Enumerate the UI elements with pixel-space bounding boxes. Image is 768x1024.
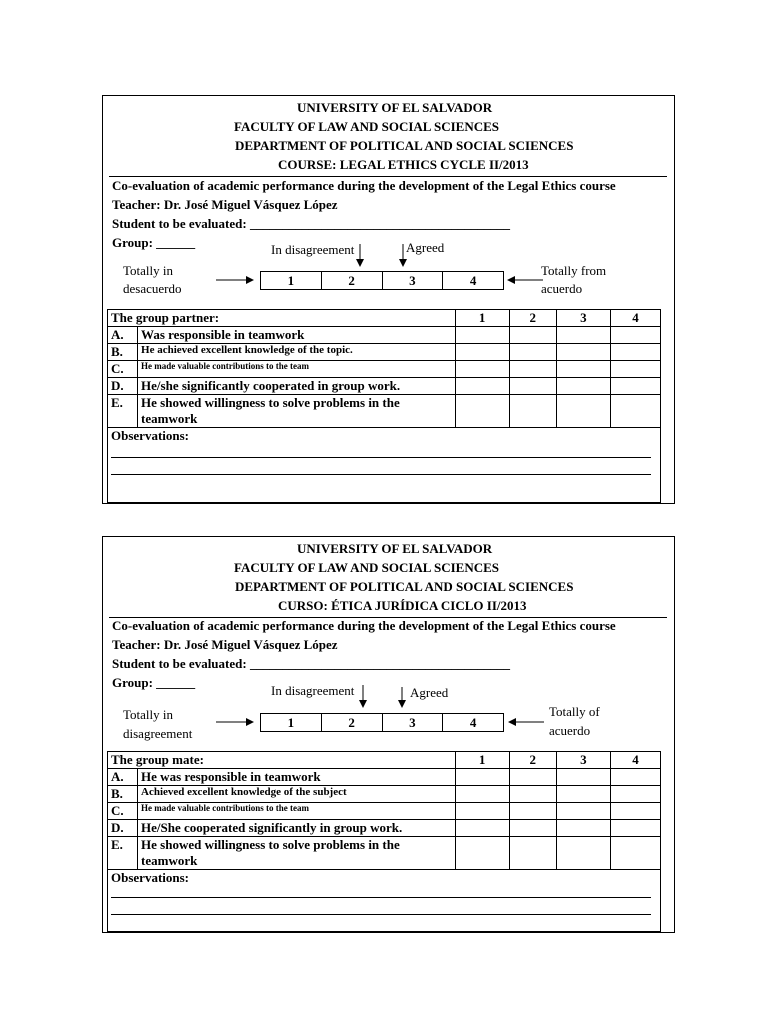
- arrow-down-icon: [397, 687, 407, 709]
- rating-cell[interactable]: [455, 378, 509, 395]
- arrow-left-icon: [507, 275, 543, 285]
- table-header-label: The group mate:: [108, 752, 456, 769]
- left-label-line2: disagreement: [123, 726, 193, 741]
- table-row: [108, 769, 661, 786]
- course-title: COURSE: LEGAL ETHICS CYCLE II/2013: [278, 157, 529, 172]
- rating-cell[interactable]: [610, 395, 660, 428]
- rating-cell[interactable]: [509, 837, 556, 870]
- arrow-down-icon: [358, 685, 368, 709]
- observations-row: [108, 428, 661, 503]
- column-header: 4: [610, 310, 660, 327]
- evaluation-form-1: [102, 95, 675, 504]
- agreed-label: Agreed: [410, 685, 449, 700]
- rating-cell[interactable]: [509, 344, 556, 361]
- university-title: UNIVERSITY OF EL SALVADOR: [297, 100, 493, 115]
- faculty-title: FACULTY OF LAW AND SOCIAL SCIENCES: [234, 119, 500, 134]
- column-header: 3: [556, 310, 610, 327]
- right-label-line2: acuerdo: [549, 723, 591, 738]
- row-criterion: He showed willingness to solve problems in the teamwork: [138, 395, 456, 428]
- scale-value: 1: [261, 272, 322, 289]
- column-header: 3: [556, 752, 610, 769]
- table-header-row: [108, 752, 661, 769]
- rating-cell[interactable]: [610, 820, 660, 837]
- rating-cell[interactable]: [556, 820, 610, 837]
- observation-line[interactable]: [111, 457, 651, 458]
- scale-value: 3: [383, 272, 444, 289]
- left-label-line1: Totally in: [123, 263, 174, 278]
- table-row: [108, 327, 661, 344]
- rating-cell[interactable]: [455, 837, 509, 870]
- rating-scale: [260, 271, 504, 290]
- row-letter: B.: [108, 786, 138, 803]
- agreed-label: Agreed: [406, 240, 445, 255]
- observations-label: Observations:: [108, 870, 661, 932]
- rating-cell[interactable]: [610, 769, 660, 786]
- department-title: DEPARTMENT OF POLITICAL AND SOCIAL SCIENCES: [235, 138, 574, 153]
- group-field[interactable]: Group: ______: [112, 675, 196, 690]
- rating-cell[interactable]: [509, 395, 556, 428]
- rating-cell[interactable]: [455, 344, 509, 361]
- table-row: [108, 803, 661, 820]
- scale-value: 4: [469, 715, 477, 730]
- scale-value: 2: [322, 272, 383, 289]
- rating-scale: [260, 713, 504, 732]
- intro-text: Co-evaluation of academic performance during the development of the Legal Ethics course: [112, 618, 616, 633]
- rating-cell[interactable]: [455, 769, 509, 786]
- rating-cell[interactable]: [610, 327, 660, 344]
- column-header: 2: [509, 310, 556, 327]
- table-row: [108, 820, 661, 837]
- row-letter: E.: [108, 395, 138, 428]
- row-letter: A.: [108, 769, 138, 786]
- rating-cell[interactable]: [556, 786, 610, 803]
- rating-cell[interactable]: [556, 361, 610, 378]
- arrow-down-icon: [398, 244, 408, 268]
- rating-cell[interactable]: [509, 769, 556, 786]
- table-row: [108, 837, 661, 870]
- rating-cell[interactable]: [556, 837, 610, 870]
- rating-cell[interactable]: [509, 378, 556, 395]
- left-label-line2: desacuerdo: [123, 281, 182, 296]
- observation-line[interactable]: [111, 897, 651, 898]
- row-letter: C.: [108, 361, 138, 378]
- rating-cell[interactable]: [610, 361, 660, 378]
- rating-cell[interactable]: [455, 786, 509, 803]
- column-header: 2: [509, 752, 556, 769]
- row-criterion: He/She cooperated significantly in group work.: [138, 820, 456, 837]
- rating-cell[interactable]: [455, 803, 509, 820]
- left-label-line1: Totally in: [123, 707, 174, 722]
- rating-cell[interactable]: [556, 327, 610, 344]
- rating-cell[interactable]: [556, 803, 610, 820]
- arrow-left-icon: [508, 717, 544, 727]
- row-criterion: Was responsible in teamwork: [138, 327, 456, 344]
- row-letter: B.: [108, 344, 138, 361]
- in-disagreement-label: In disagreement: [271, 242, 355, 257]
- rating-cell[interactable]: [509, 820, 556, 837]
- rating-cell[interactable]: [556, 395, 610, 428]
- rating-cell[interactable]: [610, 837, 660, 870]
- row-criterion: He made valuable contributions to the team: [138, 803, 456, 820]
- row-criterion: He was responsible in teamwork: [138, 769, 456, 786]
- rating-cell[interactable]: [610, 378, 660, 395]
- row-criterion: He/she significantly cooperated in group work.: [138, 378, 456, 395]
- table-header-row: [108, 310, 661, 327]
- table-row: [108, 344, 661, 361]
- teacher-line: Teacher: Dr. José Miguel Vásquez López: [112, 197, 338, 212]
- rating-cell[interactable]: [556, 769, 610, 786]
- header-divider: [109, 176, 667, 177]
- observations-label: Observations:: [108, 428, 661, 503]
- right-label-line1: Totally from: [541, 263, 607, 278]
- arrow-down-icon: [355, 244, 365, 268]
- table-row: [108, 395, 661, 428]
- rating-cell[interactable]: [556, 344, 610, 361]
- scale-value: 4: [469, 273, 477, 288]
- row-letter: A.: [108, 327, 138, 344]
- column-header: 1: [455, 310, 509, 327]
- scale-value: 2: [322, 714, 383, 731]
- rating-cell[interactable]: [509, 786, 556, 803]
- rating-cell[interactable]: [455, 820, 509, 837]
- row-letter: C.: [108, 803, 138, 820]
- table-header-label: The group partner:: [108, 310, 456, 327]
- column-header: 1: [455, 752, 509, 769]
- row-criterion: He made valuable contributions to the team: [138, 361, 456, 378]
- rating-cell[interactable]: [556, 378, 610, 395]
- course-title: CURSO: ÉTICA JURÍDICA CICLO II/2013: [278, 598, 527, 613]
- rating-cell[interactable]: [455, 361, 509, 378]
- rating-cell[interactable]: [509, 803, 556, 820]
- observation-line[interactable]: [111, 914, 651, 915]
- rating-cell[interactable]: [509, 361, 556, 378]
- rating-cell[interactable]: [610, 344, 660, 361]
- row-criterion: He achieved excellent knowledge of the topic.: [138, 344, 456, 361]
- scale-value: 1: [261, 714, 322, 731]
- department-title: DEPARTMENT OF POLITICAL AND SOCIAL SCIENCES: [235, 579, 574, 594]
- evaluation-table: [107, 751, 661, 932]
- table-row: [108, 786, 661, 803]
- row-letter: D.: [108, 378, 138, 395]
- arrow-right-icon: [216, 275, 256, 285]
- in-disagreement-label: In disagreement: [271, 683, 355, 698]
- rating-cell[interactable]: [610, 803, 660, 820]
- intro-text: Co-evaluation of academic performance during the development of the Legal Ethics course: [112, 178, 616, 193]
- row-letter: D.: [108, 820, 138, 837]
- student-field[interactable]: Student to be evaluated: ________________________________________: [112, 216, 510, 231]
- scale-value: 3: [383, 714, 444, 731]
- teacher-line: Teacher: Dr. José Miguel Vásquez López: [112, 637, 338, 652]
- row-letter: E.: [108, 837, 138, 870]
- observation-line[interactable]: [111, 474, 651, 475]
- group-field[interactable]: Group: ______: [112, 235, 196, 250]
- faculty-title: FACULTY OF LAW AND SOCIAL SCIENCES: [234, 560, 500, 575]
- rating-cell[interactable]: [509, 327, 556, 344]
- table-row: [108, 361, 661, 378]
- rating-cell[interactable]: [610, 786, 660, 803]
- row-criterion: He showed willingness to solve problems in the teamwork: [138, 837, 456, 870]
- right-label-line1: Totally of: [549, 704, 600, 719]
- rating-cell[interactable]: [455, 327, 509, 344]
- table-row: [108, 378, 661, 395]
- evaluation-form-2: [102, 536, 675, 933]
- right-label-line2: acuerdo: [541, 281, 583, 296]
- student-field[interactable]: Student to be evaluated: ________________________________________: [112, 656, 510, 671]
- university-title: UNIVERSITY OF EL SALVADOR: [297, 541, 493, 556]
- observations-row: [108, 870, 661, 932]
- column-header: 4: [610, 752, 660, 769]
- arrow-right-icon: [216, 717, 256, 727]
- row-criterion: Achieved excellent knowledge of the subject: [138, 786, 456, 803]
- rating-cell[interactable]: [455, 395, 509, 428]
